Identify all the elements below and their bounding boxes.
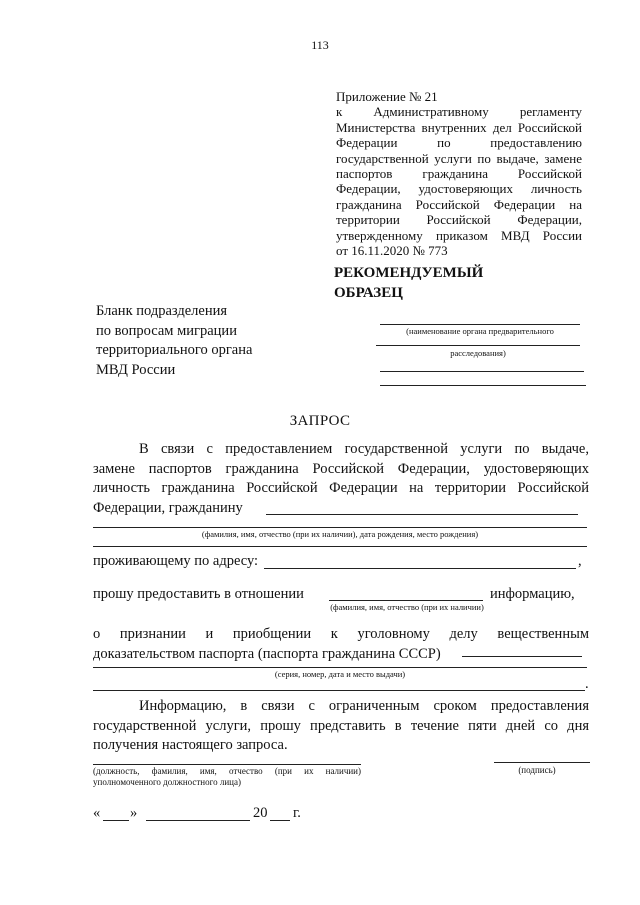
info-paragraph [93,697,589,756]
intro-line: личность гражданина Российской Федерации на территории Российской [93,480,589,496]
passport-line[interactable] [93,667,587,668]
issuer-line: Бланк подразделения [96,303,228,319]
info-line: государственной услуги, прошу представить в течение пяти дней со дня [93,717,589,734]
intro-line: замене паспортов гражданина Российской Федерации, удостоверяющих [93,460,589,477]
recommended-line-2: ОБРАЗЕЦ [334,285,403,301]
date-month-line[interactable] [146,820,250,821]
request-label: прошу предоставить в отношении [93,586,304,602]
recommended-line-1: РЕКОМЕНДУЕМЫЙ [334,265,484,281]
page-number: 113 [311,38,329,52]
position-caption-2: уполномоченного должностного лица) [93,777,241,787]
address-comma: , [578,553,582,569]
info-line: Информацию, в связи с ограниченным сроком предоставления [139,698,589,714]
date-open-quote: « [93,805,101,821]
request-caption: (фамилия, имя, отчество (при их наличии) [330,602,484,612]
intro-paragraph [93,440,589,518]
position-line[interactable] [93,764,361,765]
addressee-caption: (наименование органа предварительного [406,326,554,336]
addressee-line[interactable] [380,324,580,325]
date-close-quote: » [130,805,138,821]
appendix-line: территории Российской Федерации, [336,212,582,228]
evidence-paragraph [93,625,589,664]
intro-line: В связи с предоставлением государственной услуги по выдаче, [139,441,589,457]
citizen-caption: (фамилия, имя, отчество (при их наличии), дата рождения, место рождения) [201,529,479,539]
addressee-line[interactable] [380,371,584,372]
passport-period: . [585,676,589,692]
addressee-line[interactable] [380,385,586,386]
signature-line[interactable] [494,762,590,763]
issuer-line: территориального органа [96,342,253,358]
document-title: ЗАПРОС [289,413,351,429]
appendix-line: государственной услуги по выдаче, замене [336,150,582,166]
citizen-name-line[interactable] [266,514,578,515]
appendix-line: паспортов гражданина Российской [336,166,582,182]
addressee-caption: расследования) [450,348,506,358]
address-label: проживающему по адресу: [93,553,259,569]
issuer-line: МВД России [96,361,176,378]
request-info: информацию, [490,586,575,602]
appendix-line: Министерства внутренних дел Российской [336,119,582,135]
appendix-line: гражданина Российской Федерации на [336,196,582,212]
position-caption-1: (должность, фамилия, имя, отчество (при их наличии) [93,766,361,776]
appendix-line: утвержденному приказом МВД России [336,227,582,243]
citizen-name-line[interactable] [93,546,587,547]
evidence-line: о признании и приобщении к уголовному делу вещественным [93,626,589,642]
position-caption [93,766,361,788]
citizen-name-line[interactable] [93,527,587,528]
issuer-line: по вопросам миграции [96,322,237,339]
intro-line: Федерации, гражданину [93,499,243,516]
info-line: получения настоящего запроса. [93,737,288,753]
passport-line[interactable] [93,690,585,691]
appendix-block [336,89,582,258]
date-day-line[interactable] [103,820,129,821]
evidence-line: доказательством паспорта (паспорта гражданина СССР) [93,645,441,662]
appendix-line: Приложение № 21 [336,89,438,104]
signature-caption: (подпись) [518,765,556,775]
passport-caption: (серия, номер, дата и место выдачи) [274,669,406,679]
appendix-line: Федерации по предоставлению [336,135,582,151]
recommended-sample-heading [334,263,483,303]
appendix-line: Федерации, удостоверяющих личность [336,181,582,197]
addressee-line[interactable] [376,345,580,346]
date-year-line[interactable] [270,820,290,821]
appendix-line: от 16.11.2020 № 773 [336,243,448,259]
request-name-line[interactable] [329,600,483,601]
passport-line[interactable] [462,656,582,657]
issuer-block [96,302,252,380]
appendix-line: к Административному регламенту [336,104,582,120]
address-line[interactable] [264,568,576,569]
date-suffix: г. [293,805,301,821]
date-year: 20 [253,805,268,821]
